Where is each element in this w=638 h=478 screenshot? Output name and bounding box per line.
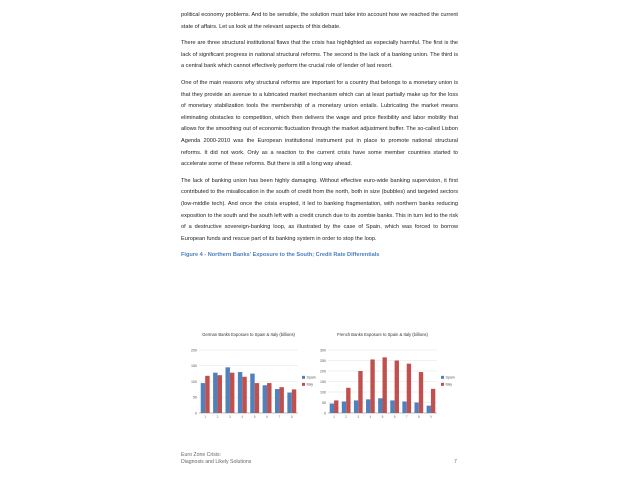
x-tick-label: 4 (241, 415, 244, 419)
french-banks-chart (314, 330, 459, 423)
paragraph-2: There are three structural institutional flaws that the crisis has highlighted as especially harmful. The first is the lack of significant progress in national structural reforms. The second is the lack of a banking union. The third is a central bank which cannot effectively perform the crucial role of lender of last resort. (181, 40, 458, 70)
bar-italy (346, 388, 350, 413)
x-tick-label: 5 (253, 415, 256, 419)
y-tick-label: 300 (320, 348, 326, 353)
bar-italy (218, 375, 222, 413)
bar-spain (213, 373, 217, 413)
footer-line-2: Diagnosis and Likely Solutions (181, 459, 252, 465)
figure-caption: Figure 4 - Northern Banks' Exposure to the South; Credit Rate Differentials (181, 252, 380, 259)
bar-spain (390, 400, 394, 413)
bar-italy (383, 357, 387, 413)
bar-italy (431, 389, 435, 413)
bar-italy (242, 377, 246, 413)
bar-spain (366, 399, 370, 413)
bar-spain (330, 404, 334, 413)
x-tick-label: 6 (393, 415, 396, 419)
x-tick-label: 7 (405, 415, 408, 419)
bar-italy (279, 387, 283, 413)
footer-line-1: Euro Zone Crisis: (181, 452, 222, 458)
legend-label: Spain (306, 375, 316, 380)
bar-italy (205, 376, 209, 413)
bar-spain (427, 406, 431, 413)
bar-spain (342, 401, 346, 413)
chart-title: French Banks Exposure to Spain & Italy (billions) (337, 332, 428, 337)
y-tick-label: 50 (193, 395, 197, 400)
page-number: 7 (454, 459, 457, 465)
bar-italy (255, 383, 259, 413)
legend-label: Italy (306, 382, 314, 387)
legend-swatch (441, 376, 444, 379)
legend-swatch (302, 383, 305, 386)
bar-italy (292, 389, 296, 413)
bar-spain (378, 398, 382, 413)
german-banks-chart (185, 330, 320, 423)
bar-spain (287, 393, 291, 413)
x-tick-label: 8 (290, 415, 293, 419)
y-tick-label: 150 (191, 364, 197, 369)
x-tick-label: 6 (266, 415, 268, 419)
y-tick-label: 150 (320, 379, 326, 384)
y-tick-label: 250 (320, 358, 326, 363)
x-tick-label: 5 (381, 415, 384, 419)
legend-label: Italy (445, 382, 453, 387)
paragraph-3: One of the main reasons why structural reforms are important for a country that belongs to a monetary union is that they provide an avenue to a lubricated market mechanism which can at least partially make up for the loss of monetary stabilization tools the membership of a monetary union entails. Lubricating the market means eliminating obstacles to competition, which then delivers the wage and price flexibility and labor mobility that allows for the smoothing out of economic fluctuation through the market adjustment buffer. The so-called Lisbon Agenda 2000-2010 was the European institutional instrument put in place to promote national structural reforms. It did not work. Only as a reaction to the current crisis have some member countries started to accelerate some of these reforms. But there is still a long way ahead. (181, 79, 458, 168)
bar-italy (419, 372, 423, 413)
bar-italy (395, 361, 399, 414)
body-text (181, 10, 458, 262)
chart-title: German Banks Exposure to Spain & Italy (billions) (202, 332, 295, 337)
bar-italy (334, 400, 338, 413)
bar-italy (370, 359, 374, 413)
y-tick-label: 200 (191, 348, 197, 353)
bar-spain (402, 401, 406, 413)
bar-spain (201, 383, 205, 413)
bar-spain (414, 403, 418, 414)
y-tick-label: 100 (191, 379, 197, 384)
x-tick-label: 2 (216, 415, 219, 419)
x-tick-label: 3 (357, 415, 360, 419)
bar-spain (263, 385, 267, 413)
y-tick-label: 200 (320, 369, 326, 374)
bar-spain (225, 367, 229, 413)
x-tick-label: 7 (278, 415, 281, 419)
x-tick-label: 3 (229, 415, 231, 419)
bar-italy (267, 383, 271, 413)
paragraph-4: The lack of banking union has been highly damaging. Without effective euro-wide banking supervision, it first contributed to the misallocation in the south of credit from the north, both in size (bubbles) and targeted sectors (low-middle tech). And once the crisis erupted, it led to banking fragmentation, with northern banks reducing exposition to the south and the south left with a credit crunch due to its zombie banks. This in turn led to the risk of a destructive sovereign-banking loop, as illustrated by the case of Spain, which was forced to borrow European funds and rescue part of its banking system in order to stop the loop. (181, 177, 458, 242)
bar-italy (230, 373, 234, 413)
chart-french-banks (314, 330, 459, 423)
legend-swatch (302, 376, 305, 379)
bar-italy (407, 364, 411, 413)
x-tick-label: 9 (430, 415, 432, 419)
x-tick-label: 4 (369, 415, 372, 419)
legend-swatch (441, 383, 444, 386)
bar-spain (275, 389, 279, 413)
y-tick-label: 0 (324, 411, 326, 416)
x-tick-label: 1 (333, 415, 335, 419)
x-tick-label: 1 (204, 415, 207, 419)
x-tick-label: 2 (345, 415, 348, 419)
bar-spain (250, 374, 254, 413)
legend-label: Spain (445, 375, 455, 380)
footer-title (181, 452, 251, 466)
bar-spain (238, 372, 242, 413)
chart-german-banks (185, 330, 320, 423)
paragraph-1: political economy problems. And to be sensible, the solution must take into account how we reached the current state of affairs. Let us look at the relevant aspects of this debate. (181, 12, 458, 30)
y-tick-label: 50 (322, 400, 326, 405)
bar-italy (358, 371, 362, 413)
bar-spain (354, 400, 358, 413)
x-tick-label: 8 (417, 415, 420, 419)
y-tick-label: 100 (320, 390, 326, 395)
y-tick-label: 0 (195, 411, 197, 416)
